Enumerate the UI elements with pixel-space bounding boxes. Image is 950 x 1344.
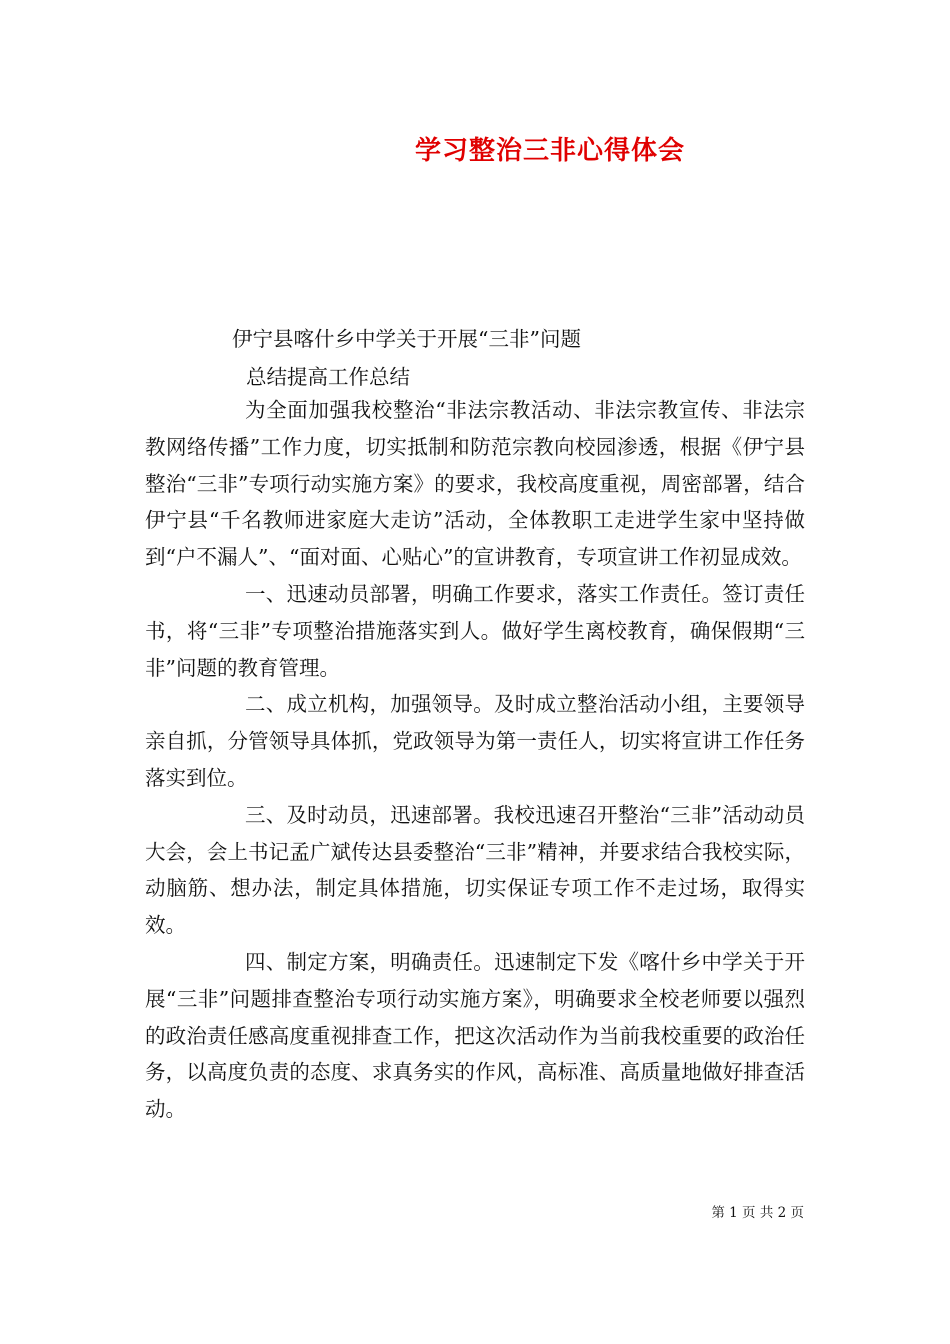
subtitle-line-2: 总结提高工作总结 <box>246 365 410 389</box>
paragraph-section-1: 一、迅速动员部署，明确工作要求，落实工作责任。签订责任书，将“三非”专项整治措施落实到人。做好学生离校教育，确保假期“三非”问题的教育管理。 <box>145 581 805 680</box>
subtitle-line-1: 伊宁县喀什乡中学关于开展“三非”问题 <box>232 327 581 351</box>
paragraph-section-4: 四、制定方案，明确责任。迅速制定下发《喀什乡中学关于开展“三非”问题排查整治专项行动实施方案》，明确要求全校老师要以强烈的政治责任感高度重视排查工作，把这次活动作为当前我校重要的政治任务，以高度负责的态度、求真务实的作风，高标准、高质量地做好排查活动。 <box>145 949 805 1122</box>
paragraph-intro: 为全面加强我校整治“非法宗教活动、非法宗教宣传、非法宗教网络传播”工作力度，切实抵制和防范宗教向校园渗透，根据《伊宁县整治“三非”专项行动实施方案》的要求，我校高度重视，周密部署，结合伊宁县“千名教师进家庭大走访”活动，全体教职工走进学生家中坚持做到“户不漏人”、“面对面、心贴心”的宣讲教育，专项宣讲工作初显成效。 <box>145 398 805 570</box>
document-body <box>145 392 805 1128</box>
paragraph-section-2: 二、成立机构，加强领导。及时成立整治活动小组，主要领导亲自抓，分管领导具体抓，党政领导为第一责任人，切实将宣讲工作任务落实到位。 <box>145 692 805 790</box>
document-title: 学习整治三非心得体会 <box>414 136 685 166</box>
paragraph-section-3: 三、及时动员，迅速部署。我校迅速召开整治“三非”活动动员大会，会上书记孟广斌传达县委整治“三非”精神，并要求结合我校实际，动脑筋、想办法，制定具体措施，切实保证专项工作不走过场，取得实效。 <box>145 802 805 938</box>
page-number-footer: 第 1 页 共 2 页 <box>711 1205 804 1221</box>
